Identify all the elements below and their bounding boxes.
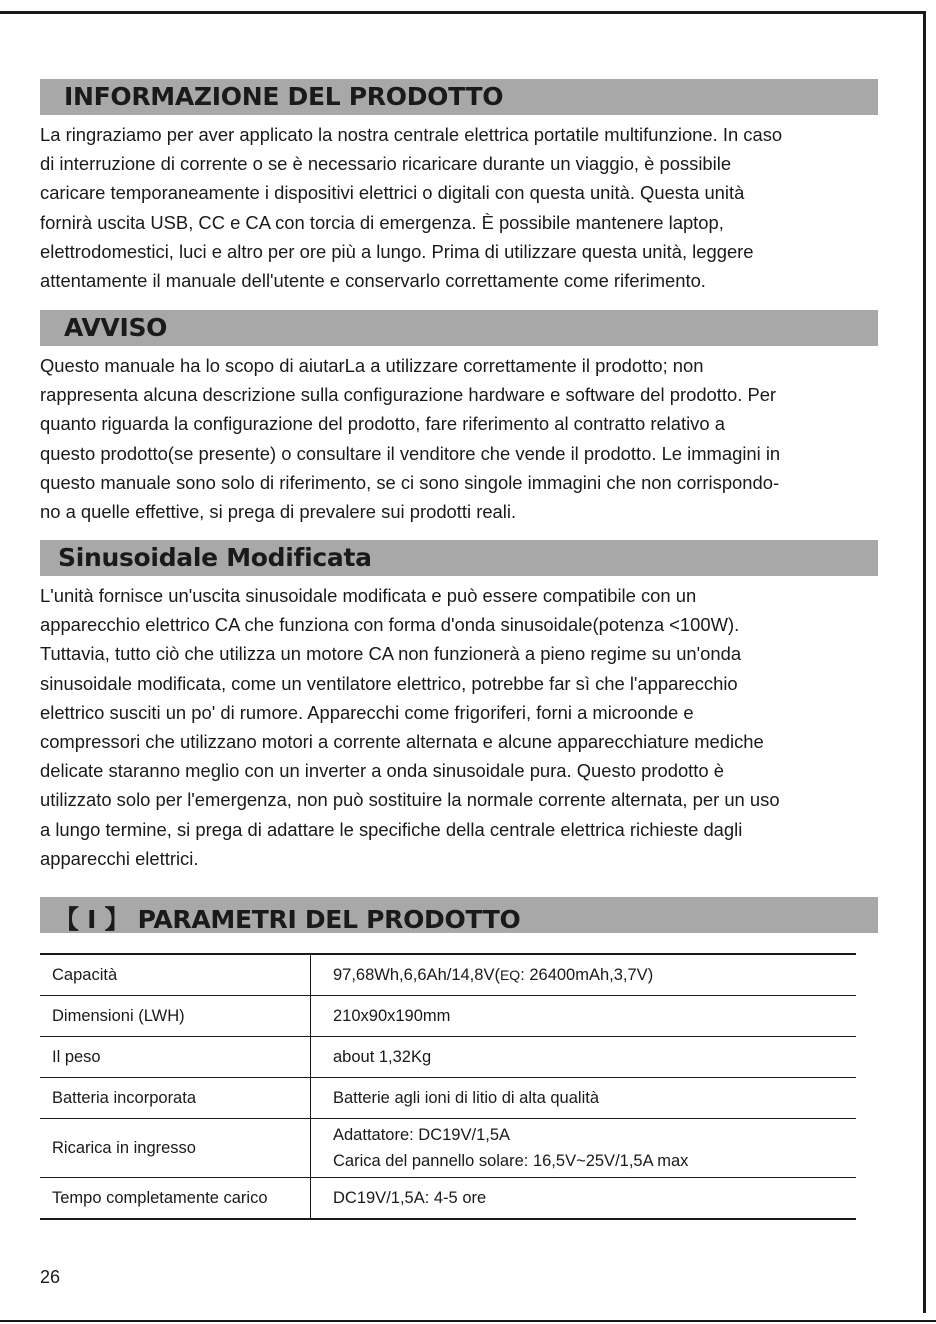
modified-sine-paragraph bbox=[40, 581, 878, 873]
section-title: 【 I 】 PARAMETRI DEL PRODOTTO bbox=[54, 905, 521, 934]
text-line: fornirà uscita USB, CC e CA con torcia di emergenza. È possibile mantenere laptop, bbox=[40, 211, 724, 233]
bottom-border-rule bbox=[0, 1320, 936, 1322]
text-line: quanto riguarda la configurazione del prodotto, fare riferimento al contratto relativo a bbox=[40, 413, 725, 435]
text-line: rappresenta alcuna descrizione sulla configurazione hardware e software del prodotto. Per bbox=[40, 384, 777, 406]
parameters-table bbox=[40, 953, 856, 1220]
table-row bbox=[40, 1119, 856, 1178]
param-label: Ricarica in ingresso bbox=[40, 1119, 311, 1178]
param-value: about 1,32Kg bbox=[333, 1047, 432, 1066]
section-title: INFORMAZIONE DEL PRODOTTO bbox=[64, 82, 504, 111]
text-line: di interruzione di corrente o se è necessario ricaricare durante un viaggio, è possibile bbox=[40, 153, 732, 175]
text-line: utilizzato solo per l'emergenza, non può sostituire la normale corrente alternata, per un uso bbox=[40, 789, 780, 811]
value-part-small: EQ bbox=[499, 966, 521, 983]
text-line: delicate staranno meglio con un inverter a onda sinusoidale pura. Questo prodotto è bbox=[40, 760, 724, 782]
section-header-modified-sine bbox=[40, 540, 878, 576]
section-header-notice bbox=[40, 310, 878, 346]
text-line: L'unità fornisce un'uscita sinusoidale modificata e può essere compatibile con un bbox=[40, 585, 697, 606]
section-title: AVVISO bbox=[64, 313, 168, 342]
text-line: sinusoidale modificata, come un ventilatore elettrico, potrebbe far sì che l'apparecchio bbox=[40, 672, 738, 694]
value-line: Adattatore: DC19V/1,5A bbox=[333, 1126, 511, 1144]
top-border-rule bbox=[0, 11, 926, 14]
section-title: Sinusoidale Modificata bbox=[58, 543, 372, 572]
table-row bbox=[40, 1178, 856, 1220]
table-row bbox=[40, 954, 856, 996]
text-line: Questo manuale ha lo scopo di aiutarLa a utilizzare correttamente il prodotto; non bbox=[40, 355, 704, 376]
right-border-rule bbox=[923, 11, 926, 1313]
param-label: Dimensioni (LWH) bbox=[40, 996, 311, 1037]
param-label: Capacità bbox=[40, 954, 311, 996]
table-row bbox=[40, 1037, 856, 1078]
param-value: 210x90x190mm bbox=[333, 1006, 451, 1025]
text-line: elettrico susciti un po' di rumore. Apparecchi come frigoriferi, forni a microonde e bbox=[40, 701, 694, 723]
param-value: Batterie agli ioni di litio di alta qualità bbox=[333, 1088, 599, 1107]
value-part: 97,68Wh,6,6Ah/14,8V( bbox=[333, 965, 500, 984]
section-header-product-info bbox=[40, 79, 878, 115]
text-line: apparecchi elettrici. bbox=[40, 847, 199, 869]
value-line: Carica del pannello solare: 16,5V~25V/1,5A max bbox=[333, 1152, 689, 1170]
text-line: La ringraziamo per aver applicato la nostra centrale elettrica portatile multifunzione. In caso bbox=[40, 124, 783, 145]
param-value bbox=[311, 954, 857, 996]
param-label: Batteria incorporata bbox=[40, 1078, 311, 1119]
param-value bbox=[311, 1119, 857, 1178]
notice-paragraph bbox=[40, 351, 878, 526]
text-line: caricare temporaneamente i dispositivi elettrici o digitali con questa unità. Questa unità bbox=[40, 182, 745, 204]
section-header-product-parameters bbox=[40, 897, 878, 933]
text-line: a lungo termine, si prega di adattare le specifiche della centrale elettrica richieste dagli bbox=[40, 818, 743, 840]
param-label: Il peso bbox=[40, 1037, 311, 1078]
text-line: Tuttavia, tutto ciò che utilizza un motore CA non funzionerà a pieno regime su un'onda bbox=[40, 643, 742, 665]
text-line: questo prodotto(se presente) o consultare il venditore che vende il prodotto. Le immagini in bbox=[40, 442, 781, 464]
param-label: Tempo completamente carico bbox=[40, 1178, 311, 1220]
text-line: questo manuale sono solo di riferimento, se ci sono singole immagini che non corrispondo- bbox=[40, 471, 780, 493]
text-line: elettrodomestici, luci e altro per ore più a lungo. Prima di utilizzare questa unità, leggere bbox=[40, 240, 754, 262]
param-value: DC19V/1,5A: 4-5 ore bbox=[333, 1188, 487, 1207]
table-row bbox=[40, 1078, 856, 1119]
text-line: attentamente il manuale dell'utente e conservarlo correttamente come riferimento. bbox=[40, 270, 706, 292]
text-line: no a quelle effettive, si prega di prevalere sui prodotti reali. bbox=[40, 501, 517, 523]
product-info-paragraph bbox=[40, 120, 878, 295]
text-line: compressori che utilizzano motori a corrente alternata e alcune apparecchiature mediche bbox=[40, 731, 764, 753]
page-number: 26 bbox=[40, 1267, 61, 1287]
value-part: : 26400mAh,3,7V) bbox=[520, 965, 654, 984]
table-row bbox=[40, 996, 856, 1037]
text-line: apparecchio elettrico CA che funziona con forma d'onda sinusoidale(potenza <100W). bbox=[40, 614, 740, 636]
